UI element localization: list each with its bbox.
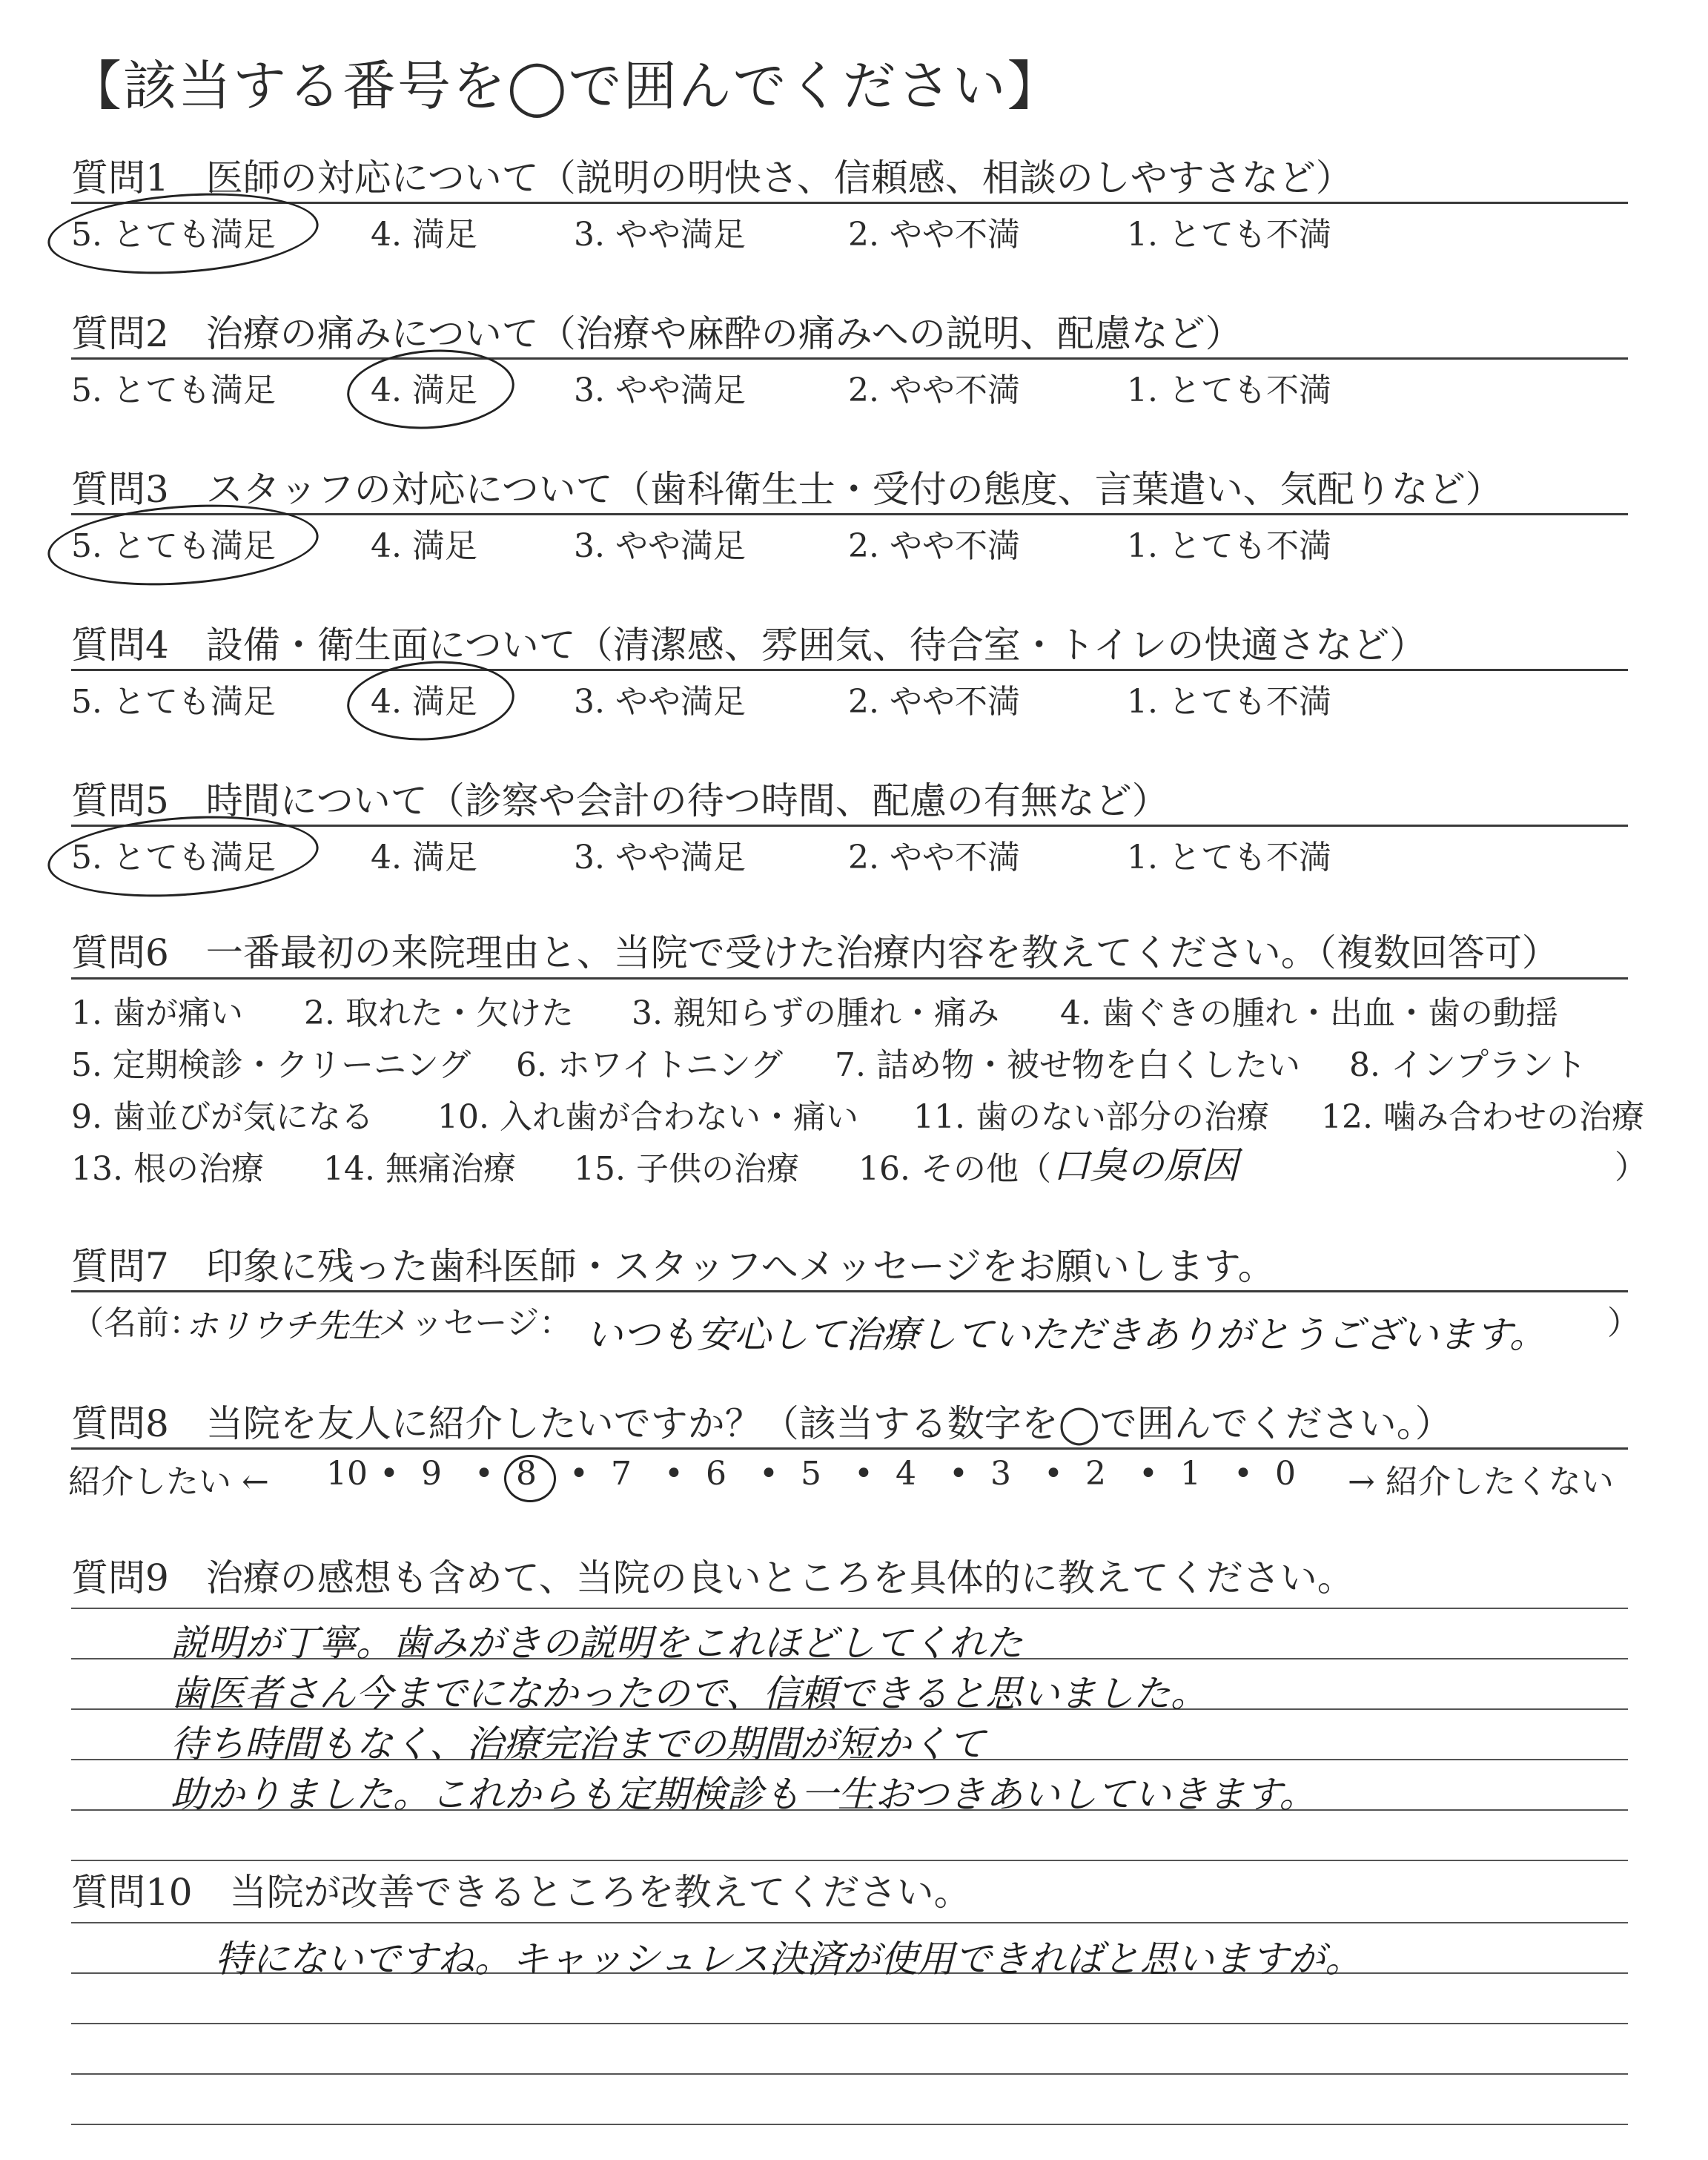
q9-title: 質問9 治療の感想も含めて、当院の良いところを具体的に教えてください。 (71, 1556, 1354, 1599)
q4-option[interactable]: 4. 満足 (371, 683, 477, 721)
q6-option[interactable]: 8. インプラント (1349, 1046, 1586, 1084)
q8-title: 質問8 当院を友人に紹介したいですか？（該当する数字を◯で囲んでください。） (71, 1402, 1452, 1445)
q3-option[interactable]: 3. やや満足 (574, 527, 746, 565)
q8-separator-dot: • (474, 1455, 494, 1493)
q8-number[interactable]: 4 (896, 1455, 916, 1493)
q7-name-label: （名前： (71, 1304, 202, 1342)
q10-writing-rule (71, 1922, 1628, 1923)
q4-rule (71, 669, 1628, 671)
q7-message-label: メッセージ： (378, 1304, 572, 1342)
q8-number[interactable]: 7 (611, 1455, 632, 1493)
q1-option[interactable]: 1. とても不満 (1127, 216, 1331, 254)
q3-rule (71, 513, 1628, 515)
q6-option[interactable]: 11. 歯のない部分の治療 (913, 1098, 1269, 1136)
q8-separator-dot: • (949, 1455, 968, 1493)
q2-option[interactable]: 5. とても満足 (71, 371, 276, 409)
q3-option[interactable]: 4. 満足 (371, 527, 477, 565)
q8-selection-circle (504, 1455, 556, 1502)
q8-number[interactable]: 0 (1275, 1455, 1296, 1493)
q6-option[interactable]: 15. 子供の治療 (574, 1150, 799, 1188)
q8-right-label: → 紹介したくない (1348, 1463, 1614, 1501)
q5-option[interactable]: 1. とても不満 (1127, 839, 1331, 876)
q7-message-value: いつも安心して治療していただきありがとうございます。 (586, 1313, 1546, 1356)
q8-number[interactable]: 8 (516, 1455, 537, 1493)
q10-writing-rule (71, 2073, 1628, 2075)
q5-option[interactable]: 2. やや不満 (848, 839, 1020, 876)
q9-writing-rule (71, 1608, 1628, 1609)
q8-number[interactable]: 9 (421, 1455, 442, 1493)
q1-title: 質問1 医師の対応について（説明の明快さ、信頼感、相談のしやすさなど） (71, 156, 1353, 199)
q2-rule (71, 357, 1628, 360)
q6-other-close: ） (1615, 1149, 1647, 1186)
q7-close: ） (1607, 1304, 1640, 1342)
q4-option[interactable]: 3. やや満足 (574, 683, 746, 721)
q8-separator-dot: • (1234, 1455, 1253, 1493)
q8-number[interactable]: 2 (1085, 1455, 1106, 1493)
q6-option[interactable]: 2. 取れた・欠けた (304, 994, 574, 1032)
q3-option[interactable]: 2. やや不満 (848, 527, 1020, 565)
q6-option[interactable]: 12. 噛み合わせの治療 (1321, 1098, 1644, 1136)
q1-option[interactable]: 5. とても満足 (71, 216, 276, 254)
q9-writing-rule (71, 1860, 1628, 1861)
q8-separator-dot: • (759, 1455, 778, 1493)
q10-writing-rule (71, 2023, 1628, 2024)
q8-separator-dot: • (664, 1455, 683, 1493)
page-heading: 【該当する番号を◯で囲んでください】 (68, 55, 1062, 117)
q8-number[interactable]: 10 (326, 1455, 368, 1493)
q9-answer-line: 説明が丁寧。歯みがきの説明をこれほどしてくれた (171, 1622, 1023, 1665)
q8-number[interactable]: 6 (706, 1455, 726, 1493)
q2-title: 質問2 治療の痛みについて（治療や麻酔の痛みへの説明、配慮など） (71, 312, 1242, 355)
q5-option[interactable]: 5. とても満足 (71, 839, 276, 876)
q1-rule (71, 202, 1628, 204)
q2-option[interactable]: 2. やや不満 (848, 371, 1020, 409)
q6-option[interactable]: 6. ホワイトニング (516, 1046, 784, 1084)
q8-number[interactable]: 5 (801, 1455, 821, 1493)
q3-option[interactable]: 5. とても満足 (71, 527, 276, 565)
q8-separator-dot: • (380, 1455, 399, 1493)
q5-option[interactable]: 3. やや満足 (574, 839, 746, 876)
q4-title: 質問4 設備・衛生面について（清潔感、雰囲気、待合室・トイレの快適さなど） (71, 624, 1427, 667)
q6-option[interactable]: 9. 歯並びが気になる (71, 1098, 374, 1136)
q8-rule (71, 1447, 1628, 1450)
q6-title: 質問6 一番最初の来院理由と、当院で受けた治療内容を教えてください。（複数回答可） (71, 931, 1559, 974)
q5-title: 質問5 時間について（診察や会計の待つ時間、配慮の有無など） (71, 779, 1169, 822)
q8-separator-dot: • (1139, 1455, 1158, 1493)
q6-rule (71, 977, 1628, 980)
q1-option[interactable]: 3. やや満足 (574, 216, 746, 254)
q7-title: 質問7 印象に残った歯科医師・スタッフへメッセージをお願いします。 (71, 1245, 1275, 1288)
q8-separator-dot: • (854, 1455, 873, 1493)
q3-title: 質問3 スタッフの対応について（歯科衛生士・受付の態度、言葉遣い、気配りなど） (71, 468, 1503, 511)
q5-option[interactable]: 4. 満足 (371, 839, 477, 876)
q8-number[interactable]: 3 (990, 1455, 1011, 1493)
q9-answer-line: 助かりました。これからも定期検診も一生おつきあいしていきます。 (171, 1773, 1317, 1816)
q6-option[interactable]: 10. 入れ歯が合わない・痛い (437, 1098, 858, 1136)
q2-option[interactable]: 3. やや満足 (574, 371, 746, 409)
q9-answer-line: 歯医者さん今までになかったので、信頼できると思いました。 (171, 1672, 1208, 1715)
q6-option[interactable]: 14. 無痛治療 (323, 1150, 516, 1188)
q6-option[interactable]: 3. 親知らずの腫れ・痛み (632, 994, 999, 1032)
q10-writing-rule (71, 2124, 1628, 2125)
q4-option[interactable]: 1. とても不満 (1127, 683, 1331, 721)
q10-answer-line: 特にないですね。キャッシュレス決済が使用できればと思いますが。 (215, 1938, 1363, 1981)
q10-title: 質問10 当院が改善できるところを教えてください。 (71, 1871, 971, 1914)
q8-separator-dot: • (1044, 1455, 1063, 1493)
q8-separator-dot: • (569, 1455, 589, 1493)
q1-option[interactable]: 4. 満足 (371, 216, 477, 254)
q6-option[interactable]: 7. 詰め物・被せ物を白くしたい (835, 1046, 1300, 1084)
q7-rule (71, 1290, 1628, 1292)
q6-option[interactable]: 16. その他（ (858, 1150, 1051, 1188)
q4-option[interactable]: 5. とても満足 (71, 683, 276, 721)
q4-option[interactable]: 2. やや不満 (848, 683, 1020, 721)
q1-option[interactable]: 2. やや不満 (848, 216, 1020, 254)
q8-number[interactable]: 1 (1180, 1455, 1201, 1493)
q3-option[interactable]: 1. とても不満 (1127, 527, 1331, 565)
q6-option[interactable]: 1. 歯が痛い (71, 994, 243, 1032)
q2-option[interactable]: 1. とても不満 (1127, 371, 1331, 409)
q6-option[interactable]: 4. 歯ぐきの腫れ・出血・歯の動揺 (1060, 994, 1558, 1032)
q6-option[interactable]: 5. 定期検診・クリーニング (71, 1046, 471, 1084)
q6-other-answer: 口臭の原因 (1053, 1144, 1238, 1187)
q8-left-label: 紹介したい ← (68, 1463, 269, 1501)
q9-answer-line: 待ち時間もなく、治療完治までの期間が短かくて (171, 1723, 985, 1766)
q6-option[interactable]: 13. 根の治療 (71, 1150, 264, 1188)
q2-option[interactable]: 4. 満足 (371, 371, 477, 409)
q7-name-value: ホリウチ先生 (185, 1307, 381, 1345)
q5-rule (71, 825, 1628, 827)
